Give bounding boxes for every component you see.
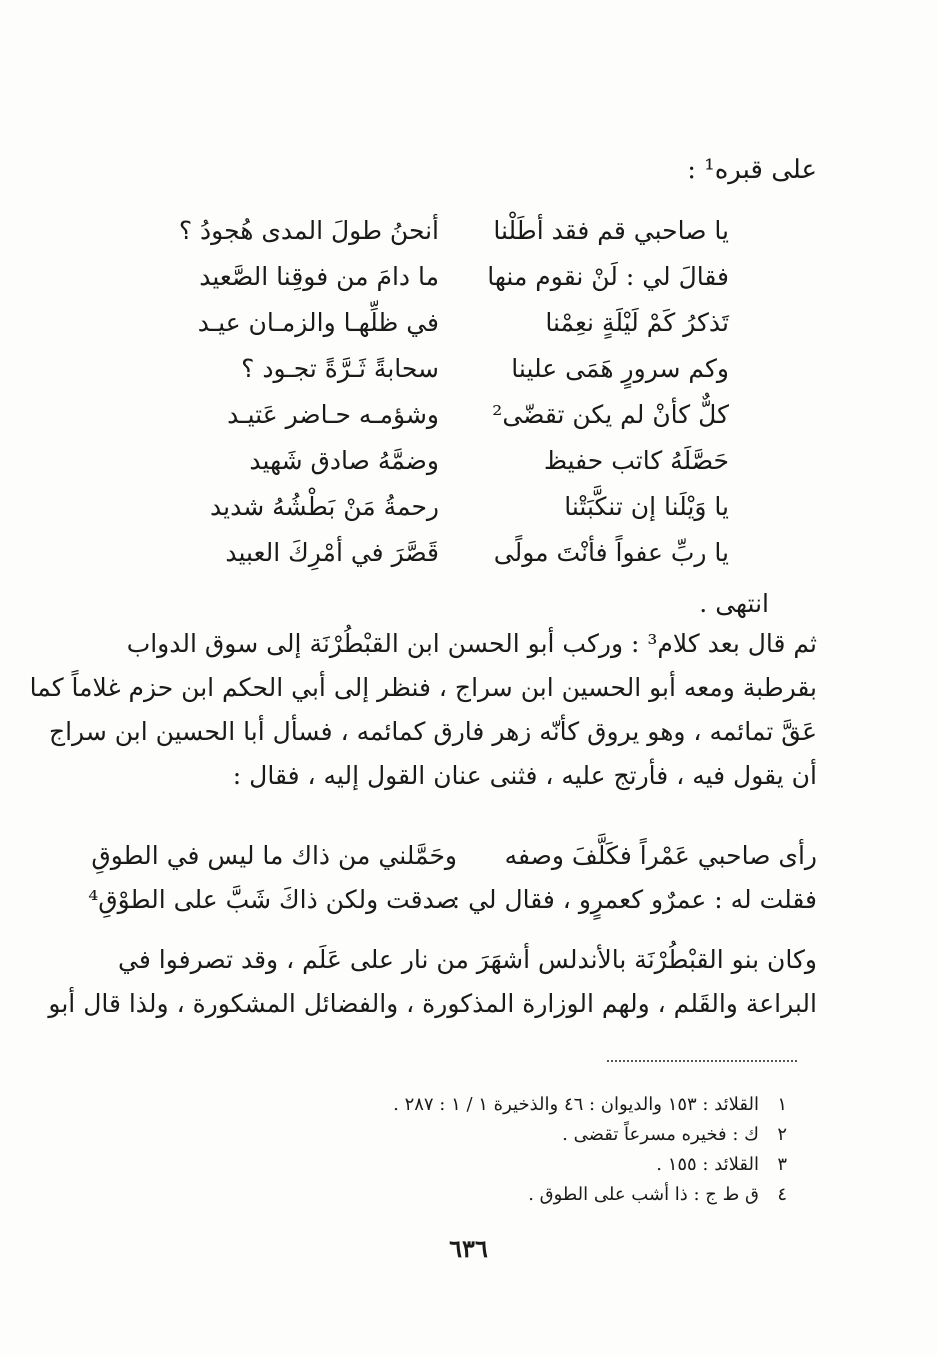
footnote — [187, 1120, 787, 1150]
verse-first-hemistich: يا ربِّ عفواً فأنْتَ مولًى — [493, 538, 729, 567]
footnotes — [187, 1090, 787, 1210]
verse-second-hemistich: وشؤمـه حـاضر عَتيـد — [227, 400, 439, 429]
footnote-number: ٤ — [777, 1184, 787, 1205]
paragraph-line: بقرطبة ومعه أبو الحسين ابن سراج ، فنظر إلى أبي الحكم ابن حزم غلاماً كما — [29, 673, 817, 702]
verse-first-hemistich: يا وَيْلَنا إن تنكَّبَتْنا — [564, 492, 729, 521]
verse-second-hemistich: رحمةُ مَنْ بَطْشُهُ شديد — [210, 492, 439, 521]
verse-first-hemistich: حَصَّلَهُ كاتب حفيظ — [543, 446, 729, 475]
footnote-divider — [607, 1060, 797, 1062]
verse-first-hemistich: رأى صاحبي عَمْراً فكَلَّفَ وصفه — [504, 841, 817, 870]
poem-verse — [189, 530, 729, 576]
verse-second-hemistich: قَصَّرَ في أمْرِكَ العبيد — [225, 538, 439, 567]
couplet-verse — [88, 878, 817, 922]
couplet-verse — [91, 834, 817, 878]
footnote — [187, 1150, 787, 1180]
paragraph-line: ثم قال بعد كلام³ : وركب أبو الحسن ابن القبْطُرْنَة إلى سوق الدواب — [126, 629, 817, 658]
footnote-text: القلائد : ١٥٥ . — [656, 1154, 759, 1175]
footnote-number: ٢ — [777, 1124, 787, 1145]
verse-second-hemistich: أنحنُ طولَ المدى هُجودُ ؟ — [178, 216, 439, 245]
paragraph-line: وكان بنو القبْطُرْنَة بالأندلس أشهَرَ من نار على عَلَم ، وقد تصرفوا في — [118, 945, 817, 974]
prose-paragraph — [48, 938, 817, 1026]
footnote — [187, 1090, 787, 1120]
verse-first-hemistich: وكم سرورٍ هَمَى علينا — [511, 354, 729, 383]
verse-first-hemistich: يا صاحبي قم فقد أطَلْنا — [493, 216, 729, 245]
verse-first-hemistich: فقلت له : عمرٌو كعمرٍو ، فقال لي : — [451, 885, 817, 914]
poem-verse — [189, 392, 729, 438]
prose-paragraph — [29, 622, 817, 798]
footnote-number: ١ — [777, 1094, 787, 1115]
footnote-number: ٣ — [777, 1154, 787, 1175]
poem-verse — [189, 346, 729, 392]
verse-second-hemistich: صدقت ولكن ذاكَ شَبَّ على الطوْقِ⁴ — [88, 885, 457, 914]
poem-verse — [189, 438, 729, 484]
intro-line: على قبره¹ : — [687, 155, 817, 185]
verse-first-hemistich: فقالَ لي : لَنْ نقوم منها — [487, 262, 729, 291]
footnote-text: ك : فخيره مسرعاً تقضى . — [562, 1124, 759, 1145]
verse-second-hemistich: ما دامَ من فوقِنا الصَّعيد — [199, 262, 439, 291]
footnote — [187, 1180, 787, 1210]
footnote-text: ق ط ج : ذا أشب على الطوق . — [528, 1184, 759, 1205]
page-number: ٦٣٦ — [449, 1234, 488, 1263]
poem — [178, 208, 729, 576]
poem-verse — [189, 484, 729, 530]
verse-first-hemistich: كلٌّ كأنْ لم يكن تقضّى² — [492, 400, 729, 429]
poem-end-marker: انتهى . — [699, 589, 769, 618]
poem-verse — [178, 208, 729, 254]
verse-second-hemistich: في ظلِّهـا والزمـان عيـد — [197, 308, 439, 337]
paragraph-line: البراعة والقَلم ، ولهم الوزارة المذكورة ، والفضائل المشكورة ، ولذا قال أبو — [48, 989, 817, 1018]
paragraph-line: أن يقول فيه ، فأرتج عليه ، فثنى عنان القول إليه ، فقال : — [232, 761, 817, 790]
verse-first-hemistich: تَذكرُ كَمْ لَيْلَةٍ نعِمْنا — [545, 308, 729, 337]
verse-second-hemistich: وضمَّهُ صادق شَهيد — [249, 446, 439, 475]
verse-second-hemistich: وحَمَّلني من ذاك ما ليس في الطوقِ — [91, 841, 457, 870]
verse-second-hemistich: سحابةً ثَـرَّةً تجـود ؟ — [241, 354, 439, 383]
poem-verse — [189, 300, 729, 346]
poem-verse — [189, 254, 729, 300]
paragraph-line: عَقَّ تمائمه ، وهو يروق كأنّه زهر فارق كمائمه ، فسأل أبا الحسين ابن سراج — [48, 717, 817, 746]
couplet — [88, 834, 817, 922]
footnote-text: القلائد : ١٥٣ والديوان : ٤٦ والذخيرة ١ / ١ : ٢٨٧ . — [393, 1094, 759, 1115]
